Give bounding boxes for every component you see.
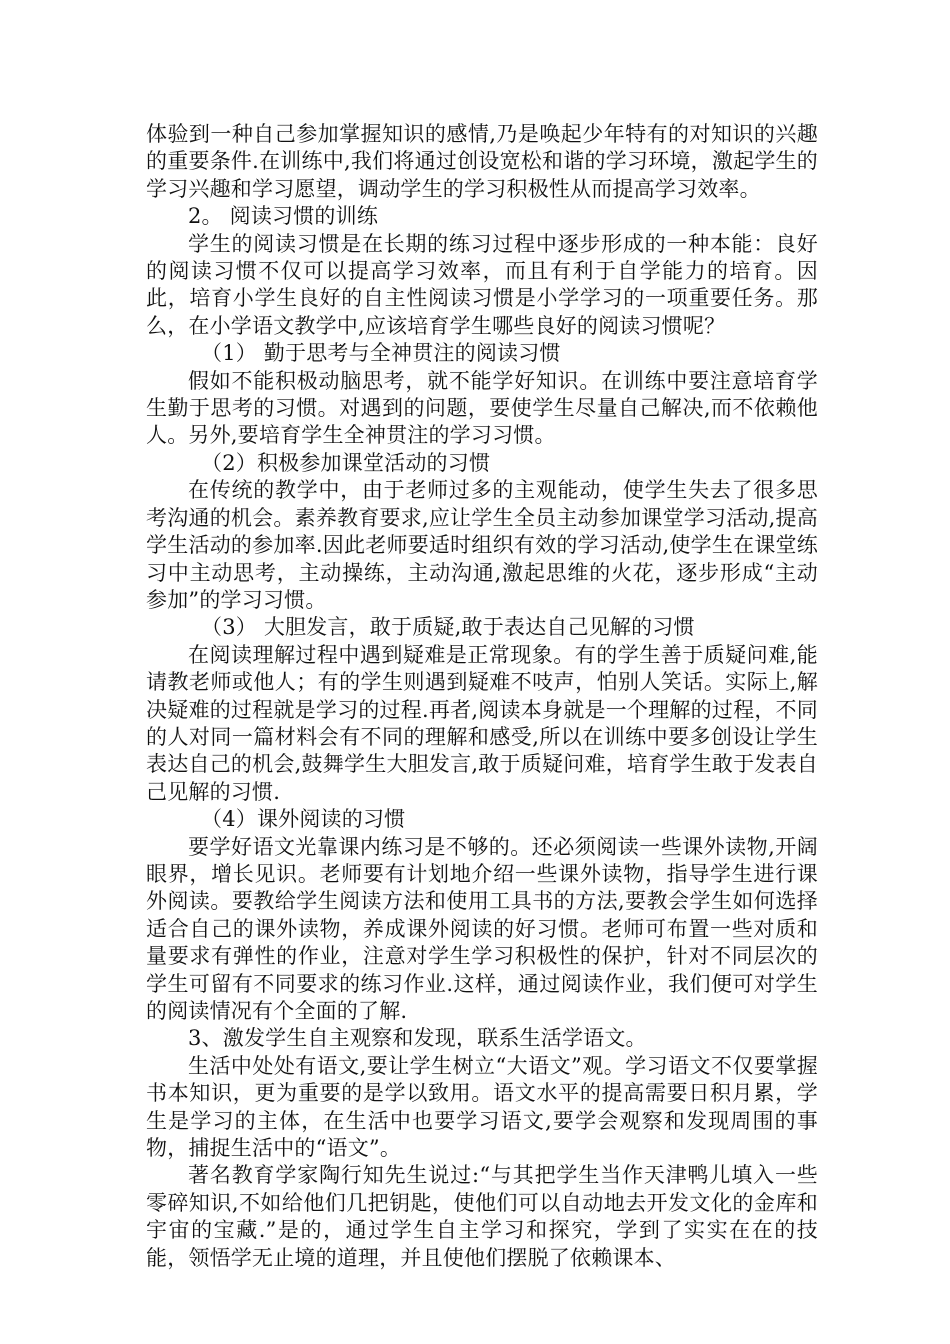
subheading-1-thinking: （1） 勤于思考与全神贯注的阅读习惯	[201, 341, 561, 366]
paragraph-thinking: 假如不能积极动脑思考，就不能学好知识。在训练中要注意培育学生勤于思考的习惯。对遇到的问题，要使学生尽量自己解决,而不依赖他人。另外,要培育学生全神贯注的学习习惯。	[146, 368, 818, 448]
paragraph-reading-habits: 学生的阅读习惯是在长期的练习过程中逐步形成的一种本能：良好的阅读习惯不仅可以提高学习效率，而且有利于自学能力的培育。因此，培育小学生良好的自主性阅读习惯是小学学习的一项重要任务。那么，在小学语文教学中,应该培育学生哪些良好的阅读习惯呢？	[146, 231, 818, 338]
paragraph-speaking-up: 在阅读理解过程中遇到疑难是正常现象。有的学生善于质疑问难,能请教老师或他人；有的学生则遇到疑难不吱声，怕别人笑话。实际上,解决疑难的过程就是学习的过程.再者,阅读本身就是一个理解的过程，不同的人对同一篇材料会有不同的理解和感受,所以在训练中要多创设让学生表达自己的机会,鼓舞学生大胆发言,敢于质疑问难，培育学生敢于发表自己见解的习惯.	[146, 642, 818, 804]
document-page	[146, 121, 818, 1272]
paragraph-extracurricular: 要学好语文光靠课内练习是不够的。还必须阅读一些课外读物,开阔眼界，增长见识。老师要有计划地介绍一些课外读物，指导学生进行课外阅读。要教给学生阅读方法和使用工具书的方法,要教会学生如何选择适合自己的课外读物，养成课外阅读的好习惯。老师可布置一些对质和量要求有弹性的作业，注意对学生学习积极性的保护，针对不同层次的学生可留有不同要求的练习作业.这样，通过阅读作业，我们便可对学生的阅读情况有个全面的了解.	[146, 834, 818, 1023]
subheading-2-class-activities: （2）积极参加课堂活动的习惯	[201, 450, 491, 475]
subheading-4-extracurricular: （4）课外阅读的习惯	[201, 807, 406, 832]
paragraph-intro-continuation: 体验到一种自己参加掌握知识的感情,乃是唤起少年特有的对知识的兴趣的重要条件.在训练中,我们将通过创设宽松和谐的学习环境，激起学生的学习兴趣和学习愿望，调动学生的学习积极性从而提高学习效率。	[146, 122, 818, 201]
section-heading-reading-habits: 2。 阅读习惯的训练	[188, 204, 379, 229]
paragraph-class-activities: 在传统的教学中，由于老师过多的主观能动，使学生失去了很多思考沟通的机会。素养教育要求,应让学生全员主动参加课堂学习活动,提高学生活动的参加率.因此老师要适时组织有效的学习活动,使学生在课堂练习中主动思考，主动操练，主动沟通,激起思维的火花，逐步形成“主动参加”的学习习惯。	[146, 478, 818, 612]
paragraph-life-language: 生活中处处有语文,要让学生树立“大语文”观。学习语文不仅要掌握书本知识，更为重要的是学以致用。语文水平的提高需要日积月累，学生是学习的主体，在生活中也要学习语文,要学会观察和发现周围的事物，捕捉生活中的“语文”。	[146, 1053, 818, 1161]
section-heading-observation: 3、激发学生自主观察和发现，联系生活学语文。	[188, 1026, 647, 1051]
subheading-3-speaking-up: （3） 大胆发言，敢于质疑,敢于表达自己见解的习惯	[201, 615, 695, 640]
paragraph-tao-xingzhi-quote: 著名教育学家陶行知先生说过:“与其把学生当作天津鸭儿填入一些零碎知识,不如给他们几把钥匙，使他们可以自动地去开发文化的金库和宇宙的宝藏.”是的，通过学生自主学习和探究，学到了实实在在的技能，领悟学无止境的道理，并且使他们摆脱了依赖课本、	[146, 1163, 818, 1270]
